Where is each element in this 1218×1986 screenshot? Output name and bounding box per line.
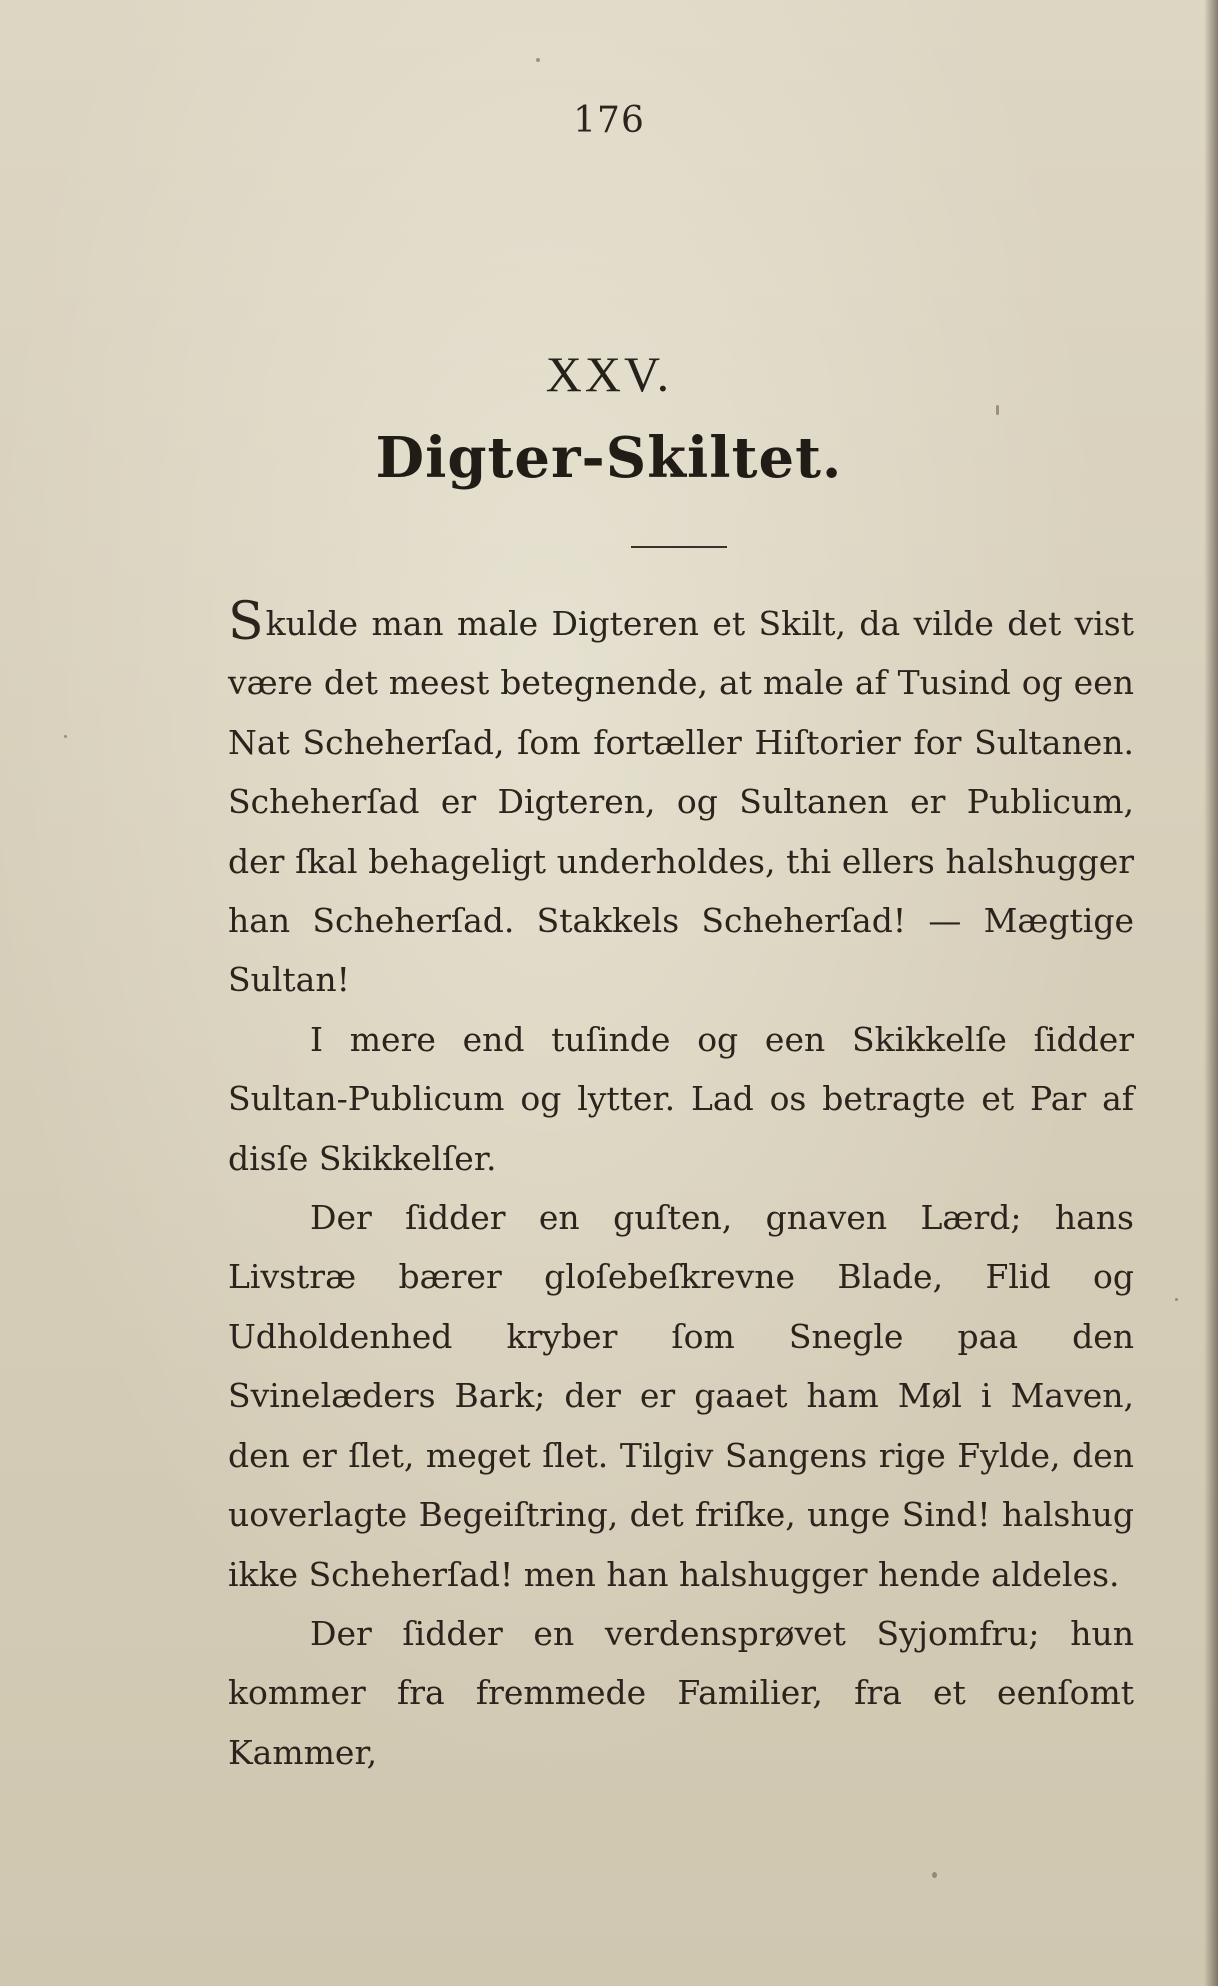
paragraph-3: Der ſidder en guſten, gnaven Lærd; hans Livstræ bærer gloſebeſkrevne Blade, Flid og Udholdenhed kryber ſom Snegle paa den Svinelæders Bark; der er gaaet ham Møl i Maven, den er ſlet, meget ſlet. Tilgiv Sangens rige Fylde, den uoverlagte Begeiſtring, det friſke, unge Sind! halshug ikke Scheherſad! men han halshugger hende aldeles. — [228, 1198, 1134, 1594]
drop-cap: S — [228, 592, 264, 652]
paragraph-2: I mere end tuſinde og een Skikkelſe ſidder Sultan-Publicum og lytter. Lad os betragte et Par af disſe Skikkelſer. — [228, 1019, 1134, 1178]
title-divider — [631, 546, 727, 548]
paper-speck — [64, 735, 67, 738]
paper-speck — [536, 58, 540, 62]
chapter-number: XXV. — [545, 346, 673, 402]
paper-speck — [996, 405, 999, 415]
chapter-title: Digter-Skiltet. — [375, 425, 843, 491]
paper-speck — [932, 1872, 937, 1878]
page-spine-shadow — [1204, 0, 1218, 1986]
page-number: 176 — [573, 100, 645, 141]
paragraph-1-text: kulde man male Digteren et Skilt, da vilde det vist være det meest betegnende, at male af Tusind og een Nat Scheherſad, ſom fortæller Hiſtorier for Sultanen. Scheherſad er Digteren, og Sultanen er Publicum, der ſkal behageligt underholdes, thi ellers halshugger han Scheherſad. Stakkels Scheherſad! — Mægtige Sultan! — [228, 604, 1134, 1000]
paragraph-1 — [228, 594, 1134, 1010]
paragraph-4: Der ſidder en verdensprøvet Syjomfru; hun kommer fra fremmede Familier, fra et eenſomt Kammer, — [228, 1613, 1134, 1772]
paper-speck — [1175, 1298, 1178, 1301]
body-text — [228, 594, 1134, 1782]
